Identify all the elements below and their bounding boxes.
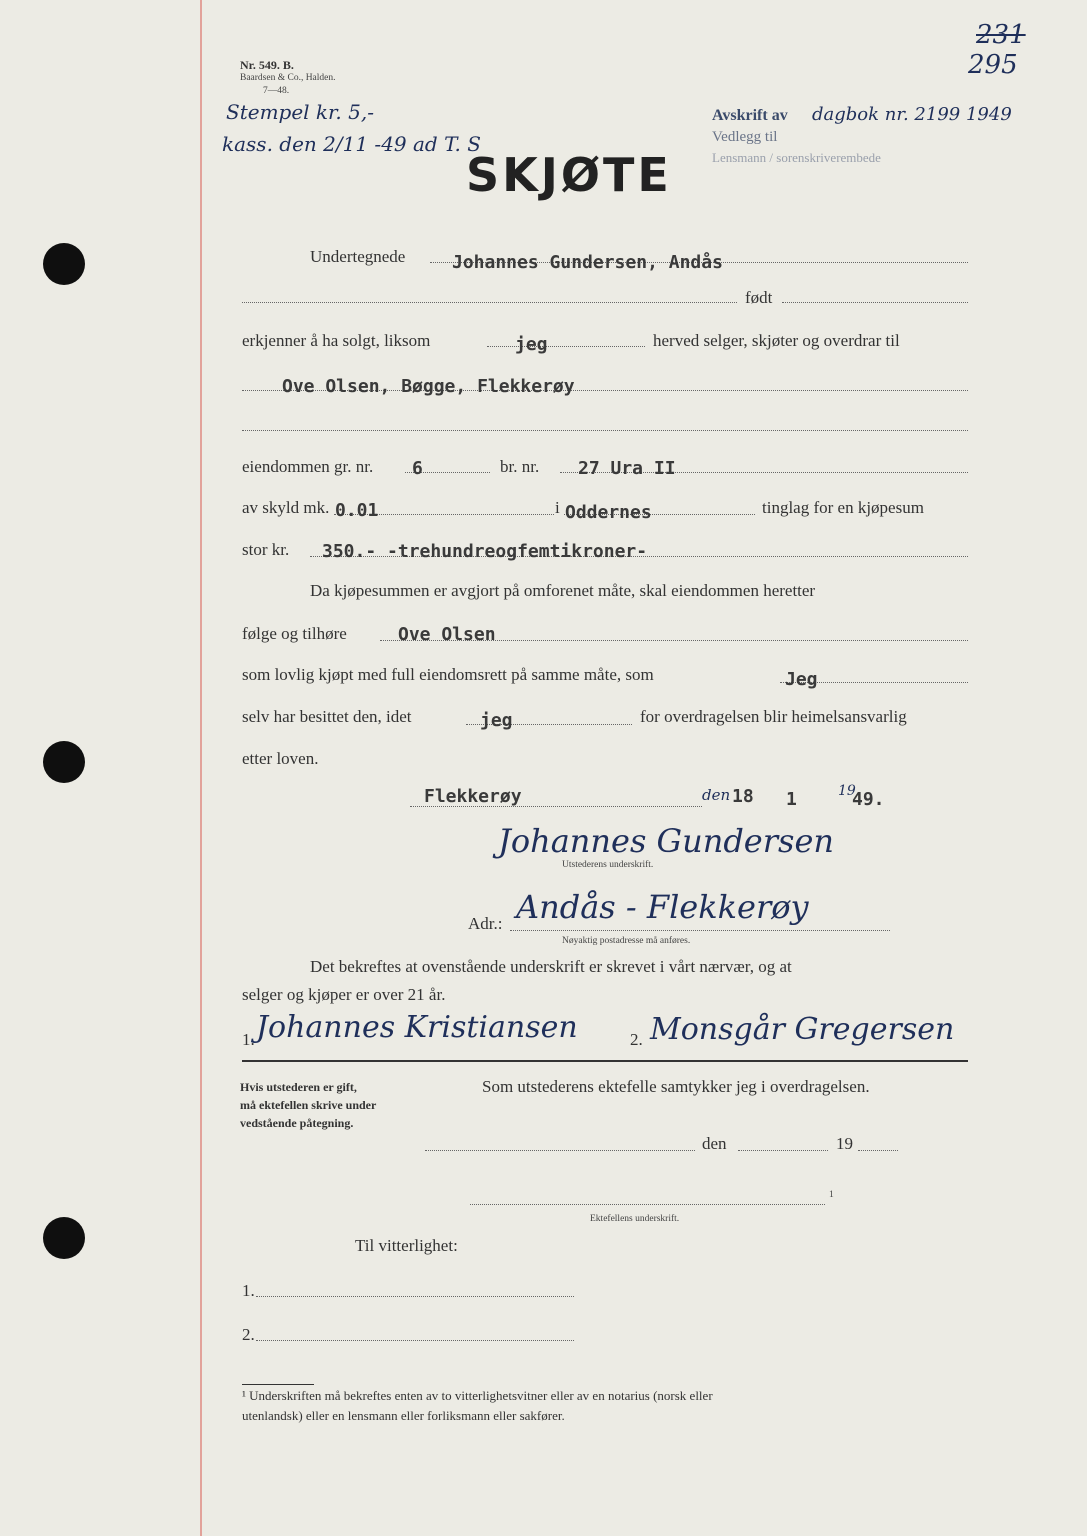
print-date: 7—48. (263, 86, 290, 96)
issuer-signature-caption: Utstederens underskrift. (562, 860, 654, 870)
gr-nr-value: 6 (412, 458, 423, 479)
witness-statement-line1: Det bekreftes at ovenstående underskrift er skrevet i vårt nærvær, og at (310, 957, 792, 976)
spouse-year-line (858, 1150, 898, 1151)
punch-hole (43, 1217, 85, 1259)
overdragelsen-label: for overdragelsen blir heimelsansvarlig (640, 707, 907, 726)
herved-label: herved selger, skjøter og overdrar til (653, 331, 900, 350)
copy-line1-printed: Avskrift av (712, 107, 788, 124)
folge-label: følge og tilhøre (242, 624, 347, 643)
adr-label: Adr.: (468, 914, 503, 933)
printer-name: Baardsen & Co., Halden. (240, 73, 336, 83)
footnote-line1: ¹ Underskriften må bekreftes enten av to vitterlighetsvitner eller av en notarius (norsk eller (242, 1388, 713, 1403)
vitterlighet-title: Til vitterlighet: (355, 1236, 458, 1255)
buyer-name: Ove Olsen, Bøgge, Flekkerøy (282, 376, 575, 397)
birth-line-end (782, 302, 968, 303)
punch-hole (43, 741, 85, 783)
vitterlighet-line1 (256, 1296, 574, 1297)
issuer-address: Andås - Flekkerøy (516, 888, 809, 926)
price-value: 350.- -trehundreogfemtikroner- (322, 541, 648, 562)
br-nr-value: 27 Ura II (578, 458, 676, 479)
address-line (510, 930, 890, 931)
spouse-date-line (425, 1150, 695, 1151)
vitterlighet-line2 (256, 1340, 574, 1341)
pronoun-line (487, 346, 645, 347)
erkjenner-label: erkjenner å ha solgt, liksom (242, 331, 431, 350)
spouse-note-line3: vedstående påtegning. (240, 1116, 354, 1130)
spouse-footnote-marker: 1 (829, 1190, 834, 1200)
i-label: i (555, 498, 560, 517)
date-month: 1 (786, 789, 797, 810)
seller-name: Johannes Gundersen, Andås (452, 252, 723, 273)
spouse-year-label: 19 (836, 1134, 853, 1153)
date-year-prefix: 19 (838, 783, 856, 799)
witness-statement-line2: selger og kjøper er over 21 år. (242, 985, 446, 1004)
paragraph-line1: Da kjøpesummen er avgjort på omforenet måte, skal eiendommen heretter (310, 581, 816, 600)
tinglag-label: tinglag for en kjøpesum (762, 498, 924, 517)
witness-divider (242, 1060, 968, 1062)
skyld-label: av skyld mk. (242, 498, 330, 517)
date-day: 18 (732, 786, 754, 807)
lovlig-label: som lovlig kjøpt med full eiendomsrett på samme måte, som (242, 665, 654, 684)
stamp-note-line2: kass. den 2/11 -49 ad T. S (222, 132, 481, 156)
blank-line (242, 430, 968, 431)
date-year-suffix: 49. (852, 789, 885, 810)
skyld-value: 0.01 (335, 500, 379, 521)
margin-line (200, 0, 202, 1536)
copy-line2: Vedlegg til (712, 129, 778, 145)
copy-line1-rest: dagbok nr. 2199 1949 (812, 104, 1012, 125)
stamp-note-line1: Stempel kr. 5,- (226, 100, 374, 124)
issuer-signature: Johannes Gundersen (498, 822, 834, 860)
eiendommen-label: eiendommen gr. nr. (242, 457, 374, 476)
vitterlighet-number1: 1. (242, 1281, 255, 1300)
spouse-consent: Som utstederens ektefelle samtykker jeg i overdragelsen. (482, 1077, 870, 1096)
selv-label: selv har besittet den, idet (242, 707, 412, 726)
signing-place: Flekkerøy (424, 786, 522, 807)
br-nr-label: br. nr. (500, 457, 540, 476)
selv-pronoun: jeg (480, 710, 513, 731)
footnote-line2: utenlandsk) eller en lensmann eller forliksmann eller sakfører. (242, 1408, 565, 1423)
spouse-signature-caption: Ektefellens underskrift. (590, 1214, 680, 1224)
spouse-note-line1: Hvis utstederen er gift, (240, 1080, 357, 1094)
seller-pronoun: jeg (515, 334, 548, 355)
lovlig-pronoun: Jeg (785, 669, 818, 690)
copy-line3: Lensmann / sorenskriverembede (712, 150, 881, 165)
spouse-note-line2: må ektefellen skrive under (240, 1098, 377, 1112)
etter-loven: etter loven. (242, 749, 319, 768)
form-number: Nr. 549. B. (240, 58, 294, 72)
witness2-signature: Monsgår Gregersen (650, 1012, 955, 1047)
stor-label: stor kr. (242, 540, 290, 559)
folge-name: Ove Olsen (398, 624, 496, 645)
spouse-month-line (738, 1150, 828, 1151)
address-caption: Nøyaktig postadresse må anføres. (562, 936, 691, 946)
fodt-label: født (745, 288, 773, 307)
page-number-old: 231 (976, 20, 1026, 50)
witness1-signature: Johannes Kristiansen (256, 1010, 578, 1045)
birth-line (242, 302, 737, 303)
vitterlighet-number2: 2. (242, 1325, 255, 1344)
witness1-number: 1. (242, 1030, 255, 1049)
page-title: SKJØTE (466, 148, 672, 202)
witness2-number: 2. (630, 1030, 643, 1049)
punch-hole (43, 243, 85, 285)
herred-value: Oddernes (565, 502, 652, 523)
spouse-signature-line (470, 1204, 825, 1205)
page-number-new: 295 (968, 50, 1018, 80)
footnote-rule (242, 1384, 314, 1385)
date-den-label: den (702, 786, 731, 804)
undertegnede-label: Undertegnede (310, 247, 406, 266)
spouse-den-label: den (702, 1134, 727, 1153)
